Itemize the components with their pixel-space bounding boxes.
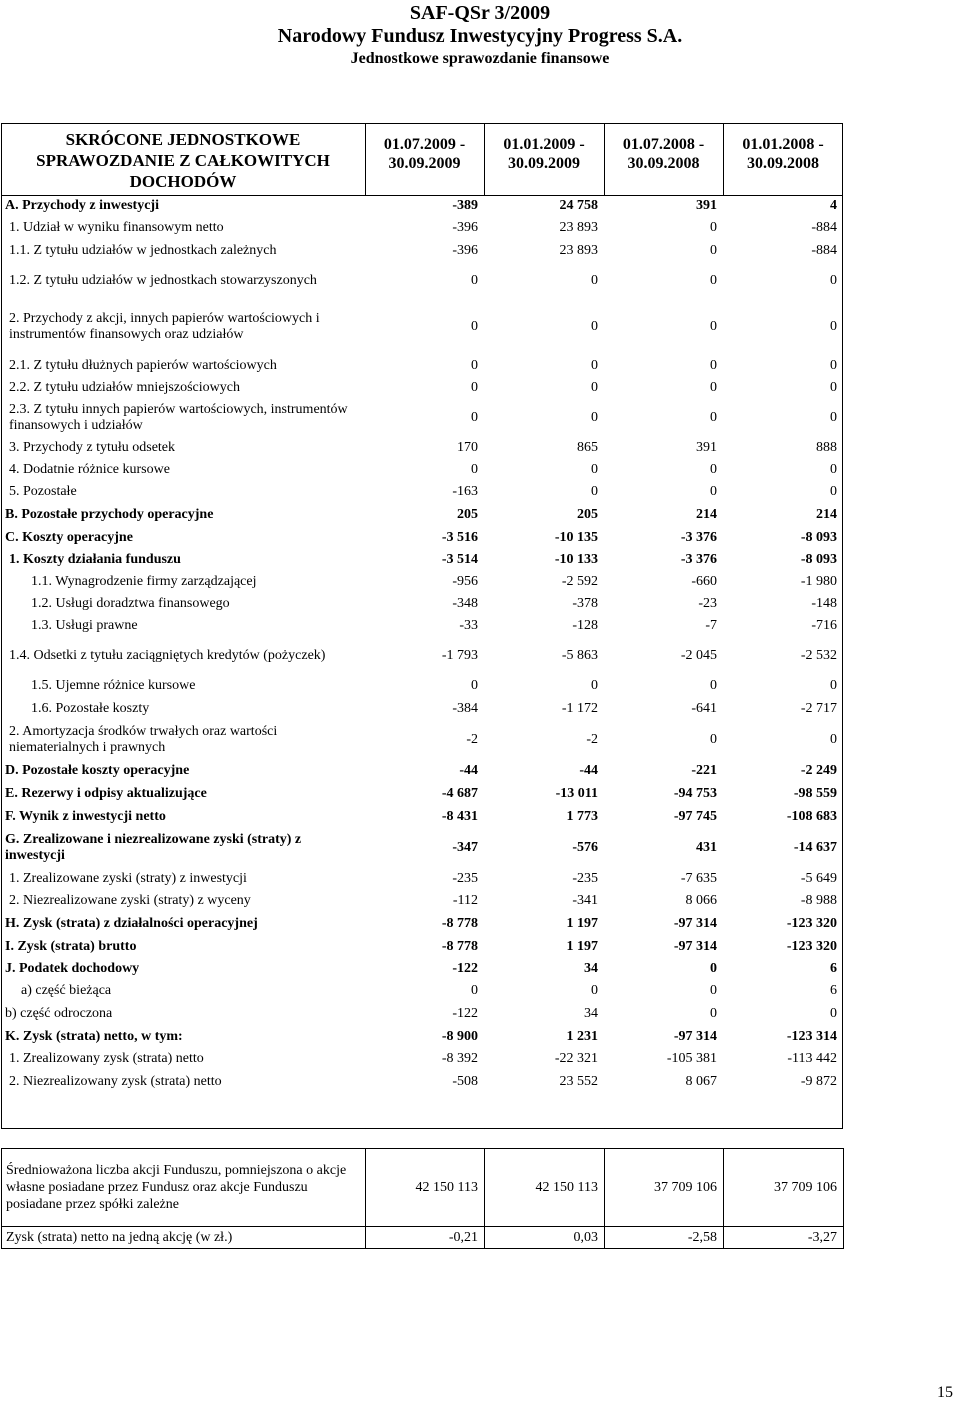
row-value: -641 [691, 700, 717, 716]
row-value: -8 988 [800, 893, 837, 908]
row-value: -396 [452, 242, 478, 258]
row-value: -5 863 [561, 648, 598, 663]
row-label: 2.1. Z tytułu dłużnych papierów wartościowych [9, 357, 277, 373]
row-value: 205 [457, 507, 478, 522]
row-value: -123 314 [786, 1029, 837, 1044]
table-row [1, 527, 843, 549]
row-value: -10 135 [554, 530, 598, 545]
row-value: 23 893 [559, 242, 598, 258]
row-value: 1 197 [566, 939, 598, 954]
row-value: 0 [830, 1006, 837, 1021]
row-value: -2 592 [561, 574, 598, 589]
row-value: -2 [466, 732, 478, 747]
row-label: 2.2. Z tytułu udziałów mniejszościowych [9, 380, 240, 395]
row-value: -2 045 [680, 648, 717, 663]
row-value: -3 516 [441, 530, 478, 545]
table-row [1, 615, 843, 637]
row-label: 1.6. Pozostałe koszty [31, 700, 150, 716]
row-value: 24 758 [559, 198, 598, 213]
row-label: 1.4. Odsetki z tytułu zaciągniętych kredytów (pożyczek) [9, 648, 326, 663]
row-value: -2 717 [800, 700, 837, 716]
row-value: -1 793 [441, 648, 478, 663]
row-value: 0 [591, 318, 598, 334]
row-value: -14 637 [793, 840, 837, 855]
row-value: 0 [710, 272, 717, 288]
row-value: -7 635 [680, 871, 717, 886]
table-row [1, 637, 843, 675]
row-value: -235 [572, 871, 598, 886]
row-value: 0 [710, 1006, 717, 1021]
row-value: -9 872 [800, 1074, 837, 1089]
row-label: a) część bieżąca [21, 983, 112, 998]
table-row [1, 1070, 843, 1094]
row-value: -97 314 [673, 916, 717, 931]
income-statement-table [1, 123, 843, 1094]
table-row [1, 459, 843, 481]
row-value: -660 [691, 574, 717, 589]
table-row [1, 1002, 843, 1026]
row-value: 0 [591, 484, 598, 499]
row-value: -33 [459, 618, 478, 633]
row-value: 0 [591, 357, 598, 373]
row-value: -22 321 [554, 1051, 598, 1066]
row-value: -123 320 [786, 916, 837, 931]
table-row [1, 868, 843, 890]
row-label: 1. Zrealizowane zyski (straty) z inwestycji [9, 871, 247, 886]
row-value: 34 [584, 961, 598, 976]
row-value: 0 [710, 678, 717, 693]
table-row [1, 377, 843, 399]
table-header-row [1, 123, 843, 195]
table-row [1, 890, 843, 912]
row-label: 1.3. Usługi prawne [31, 618, 138, 633]
row-value: -128 [572, 618, 598, 633]
table-row [1, 399, 843, 436]
row-value: 0 [591, 380, 598, 395]
row-value: 0 [710, 462, 717, 477]
table-row [1, 697, 843, 720]
row-label: 1.2. Usługi doradztwa finansowego [31, 596, 230, 611]
row-value: 865 [577, 439, 598, 455]
table-row [2, 1227, 844, 1249]
row-label: 1. Zrealizowany zysk (strata) netto [9, 1051, 204, 1066]
row-label: E. Rezerwy i odpisy aktualizujące [5, 785, 207, 801]
table-row [1, 239, 843, 262]
row-value: 8 067 [685, 1074, 717, 1089]
row-value: -13 011 [555, 785, 598, 801]
row-value: 0 [710, 732, 717, 747]
table-row [1, 436, 843, 459]
row-value: 23 893 [559, 220, 598, 235]
row-value: 391 [696, 439, 717, 455]
row-value: 42 150 113 [366, 1149, 485, 1227]
row-label: I. Zysk (strata) brutto [5, 939, 137, 954]
row-value: 205 [577, 507, 598, 522]
row-value: 0 [471, 357, 478, 373]
document-type: Jednostkowe sprawozdanie finansowe [350, 50, 610, 67]
row-value: -8 778 [441, 939, 478, 954]
row-value: -44 [459, 763, 478, 778]
table-row [1, 1026, 843, 1048]
row-value: -221 [691, 763, 717, 778]
row-value: -113 442 [787, 1051, 837, 1066]
row-value: 42 150 113 [485, 1149, 605, 1227]
row-label: b) część odroczona [5, 1006, 113, 1021]
row-value: 37 709 106 [605, 1149, 724, 1227]
row-value: 0 [710, 380, 717, 395]
row-value: 0 [830, 462, 837, 477]
table-row [2, 1149, 844, 1227]
row-label: 2. Niezrealizowane zyski (straty) z wyceny [9, 893, 251, 908]
row-value: 0 [830, 357, 837, 373]
row-label: 2. Przychody z akcji, innych papierów wartościowych i instrumentów finansowych oraz udziałów [9, 310, 320, 342]
row-value: -5 649 [800, 871, 837, 886]
row-value: 0 [830, 318, 837, 334]
row-value: -108 683 [786, 808, 837, 824]
row-value: 0 [471, 380, 478, 395]
row-value: 214 [696, 507, 717, 522]
table-row [1, 217, 843, 239]
row-value: -8 093 [800, 530, 837, 545]
row-label: Średnioważona liczba akcji Funduszu, pomniejszona o akcje własne posiadane przez Fundusz oraz akcje Funduszu posiadane przez spółki zależne [2, 1149, 366, 1227]
row-value: -1 980 [800, 574, 837, 589]
row-value: -112 [452, 893, 478, 908]
table-row [1, 958, 843, 980]
row-value: 0 [471, 409, 478, 425]
table-row [1, 980, 843, 1002]
row-value: -2 249 [800, 763, 837, 778]
table-row [1, 1048, 843, 1070]
row-value: -389 [452, 198, 478, 213]
row-value: -3 376 [680, 530, 717, 545]
table-row [1, 299, 843, 354]
row-value: 0 [471, 272, 478, 288]
row-value: 0 [591, 409, 598, 425]
row-value: 0 [591, 983, 598, 998]
row-label: K. Zysk (strata) netto, w tym: [5, 1029, 183, 1044]
table-row [1, 593, 843, 615]
row-value: 0 [471, 983, 478, 998]
row-value: 0 [591, 678, 598, 693]
row-label: C. Koszty operacyjne [5, 530, 133, 545]
row-value: 0 [591, 272, 598, 288]
row-label: G. Zrealizowane i niezrealizowane zyski (straty) z inwestycji [5, 832, 302, 863]
row-value: 431 [696, 840, 717, 855]
row-label: F. Wynik z inwestycji netto [5, 808, 166, 824]
row-value: -97 314 [673, 1029, 717, 1044]
row-value: 4 [830, 198, 837, 213]
row-value: -7 [705, 618, 717, 633]
row-label: 2. Amortyzacja środków trwałych oraz wartości niematerialnych i prawnych [9, 724, 278, 755]
row-value: -1 172 [561, 700, 598, 716]
row-value: 0 [710, 484, 717, 499]
table-row [1, 675, 843, 697]
row-label: 1.1. Wynagrodzenie firmy zarządzającej [31, 574, 257, 589]
per-share-table [1, 1148, 844, 1249]
table-row [1, 782, 843, 805]
row-value: 23 552 [559, 1074, 598, 1089]
report-code: SAF-QSr 3/2009 [409, 2, 551, 24]
row-value: -235 [452, 871, 478, 886]
page-number: 15 [937, 1384, 953, 1401]
table-row [1, 760, 843, 782]
row-label: 2. Niezrealizowany zysk (strata) netto [9, 1074, 222, 1089]
row-value: -123 320 [786, 939, 837, 954]
row-value: 0 [710, 318, 717, 334]
period-header: 01.07.2008 - 30.09.2008 [622, 136, 705, 172]
row-value: -8 778 [441, 916, 478, 931]
row-label: A. Przychody z inwestycji [5, 198, 159, 213]
row-value: 0 [471, 318, 478, 334]
row-value: 0 [710, 983, 717, 998]
row-value: -2 [586, 732, 598, 747]
row-label: 1. Udział w wyniku finansowym netto [9, 220, 224, 235]
row-value: -508 [452, 1074, 478, 1089]
row-value: 0 [471, 678, 478, 693]
row-value: 0 [830, 409, 837, 425]
row-value: -148 [811, 596, 837, 611]
row-value: -8 900 [441, 1029, 478, 1044]
row-value: 391 [696, 198, 717, 213]
row-value: -10 133 [554, 552, 598, 567]
row-value: 0 [591, 462, 598, 477]
row-value: -23 [698, 596, 717, 611]
row-label: 1.5. Ujemne różnice kursowe [31, 678, 196, 693]
table-row [1, 195, 843, 217]
row-label: D. Pozostałe koszty operacyjne [5, 763, 190, 778]
row-value: 0 [710, 242, 717, 258]
row-value: -576 [572, 840, 598, 855]
row-label: H. Zysk (strata) z działalności operacyjnej [5, 916, 258, 931]
row-value: 6 [830, 983, 837, 998]
row-value: 0 [710, 357, 717, 373]
row-value: -163 [452, 484, 478, 499]
row-value: -956 [452, 574, 478, 589]
row-value: 0 [471, 462, 478, 477]
row-value: -8 431 [441, 808, 478, 824]
row-value: 6 [830, 961, 837, 976]
table-row [1, 720, 843, 760]
row-value: -122 [452, 961, 478, 976]
table-row [1, 571, 843, 593]
table-row [1, 805, 843, 828]
row-value: -396 [452, 220, 478, 235]
row-value: 8 066 [685, 893, 717, 908]
period-header: 01.01.2009 - 30.09.2009 [503, 136, 585, 172]
row-value: 1 231 [566, 1029, 598, 1044]
row-value: -0,21 [366, 1227, 485, 1249]
row-value: -3 514 [441, 552, 478, 567]
row-label: J. Podatek dochodowy [5, 961, 140, 976]
row-value: -98 559 [793, 785, 837, 801]
row-value: -341 [572, 893, 598, 908]
row-value: -94 753 [673, 785, 717, 801]
row-value: 0 [830, 732, 837, 747]
table-title: SKRÓCONE JEDNOSTKOWE SPRAWOZDANIE Z CAŁKOWITYCH DOCHODÓW [36, 130, 330, 191]
table-row [1, 262, 843, 299]
table-row [1, 828, 843, 868]
row-value: 214 [816, 507, 837, 522]
table-row [1, 912, 843, 936]
row-value: 0 [830, 484, 837, 499]
row-value: -8 093 [800, 552, 837, 567]
row-value: -384 [452, 700, 478, 716]
row-value: 0 [830, 678, 837, 693]
table-row [1, 549, 843, 571]
row-label: 3. Przychody z tytułu odsetek [9, 439, 176, 455]
row-value: 1 197 [566, 916, 598, 931]
table-row [1, 936, 843, 958]
row-value: -378 [572, 596, 598, 611]
company-name: Narodowy Fundusz Inwestycyjny Progress S.A. [277, 25, 683, 47]
row-label: 5. Pozostałe [9, 484, 77, 499]
row-value: 888 [816, 439, 837, 455]
row-value: 0 [710, 961, 717, 976]
row-value: -347 [452, 840, 478, 855]
row-value: -2 532 [800, 648, 837, 663]
row-label: 4. Dodatnie różnice kursowe [9, 462, 170, 477]
row-value: -348 [452, 596, 478, 611]
row-label: 2.3. Z tytułu innych papierów wartościowych, instrumentów finansowych i udziałów [9, 401, 348, 433]
row-value: 170 [457, 439, 478, 455]
row-label: 1. Koszty działania funduszu [9, 552, 181, 567]
row-value: -716 [811, 618, 837, 633]
row-value: -122 [452, 1006, 478, 1021]
row-label: Zysk (strata) netto na jedną akcję (w zł.) [2, 1227, 366, 1249]
row-value: -44 [579, 763, 598, 778]
row-value: 0 [710, 220, 717, 235]
period-header: 01.07.2009 - 30.09.2009 [383, 136, 466, 172]
period-header: 01.01.2008 - 30.09.2008 [742, 136, 824, 172]
row-label: 1.1. Z tytułu udziałów w jednostkach zależnych [9, 242, 277, 258]
row-value: -884 [811, 220, 837, 235]
table-row [1, 503, 843, 527]
row-value: -4 687 [441, 785, 478, 801]
row-value: 0 [830, 380, 837, 395]
row-value: 34 [584, 1006, 598, 1021]
row-value: 37 709 106 [724, 1149, 844, 1227]
row-value: -97 745 [673, 808, 717, 824]
row-value: -884 [811, 242, 837, 258]
row-value: -8 392 [441, 1051, 478, 1066]
table-row [1, 354, 843, 377]
row-value: -3 376 [680, 552, 717, 567]
row-value: 0 [710, 409, 717, 425]
row-value: -105 381 [666, 1051, 717, 1066]
row-label: B. Pozostałe przychody operacyjne [5, 507, 214, 522]
row-value: 0 [830, 272, 837, 288]
row-value: 0,03 [485, 1227, 605, 1249]
row-value: 1 773 [566, 808, 598, 824]
row-value: -97 314 [673, 939, 717, 954]
row-label: 1.2. Z tytułu udziałów w jednostkach stowarzyszonych [9, 272, 317, 288]
table-row [1, 481, 843, 503]
row-value: -2,58 [605, 1227, 724, 1249]
row-value: -3,27 [724, 1227, 844, 1249]
